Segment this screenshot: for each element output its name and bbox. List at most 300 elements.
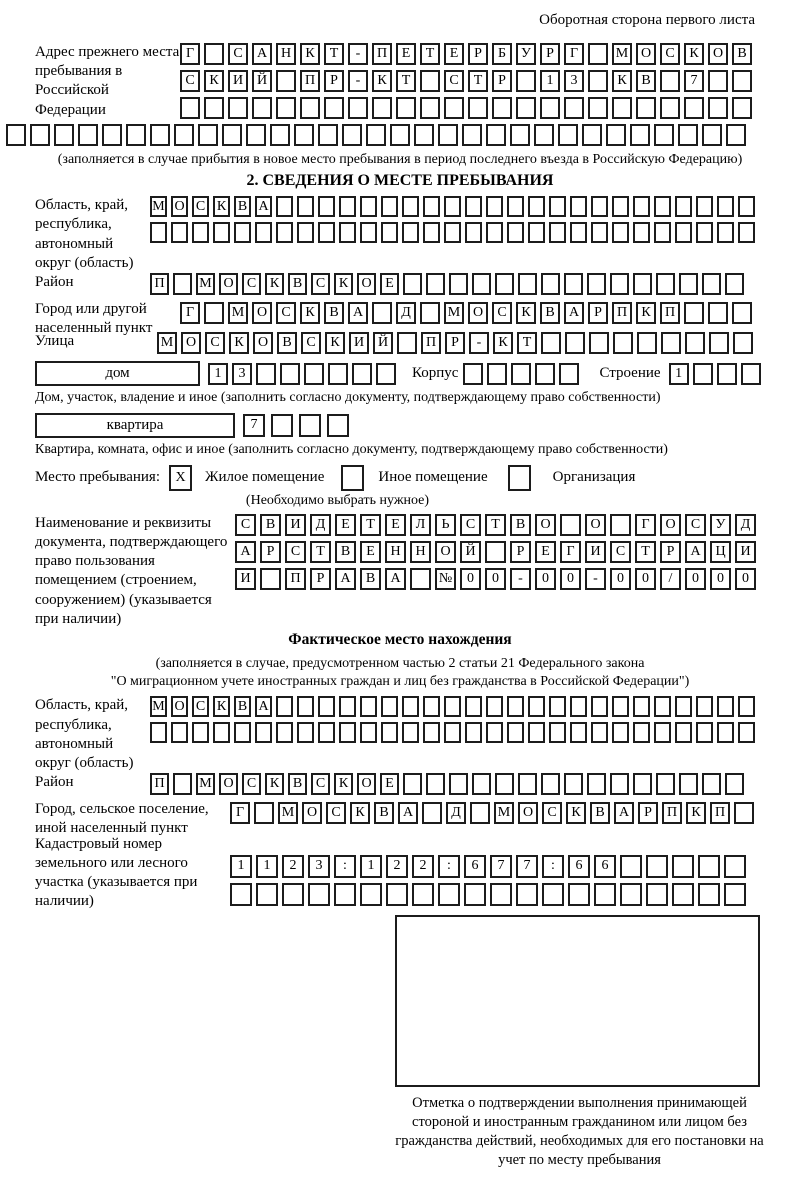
char-cell[interactable] — [646, 855, 668, 878]
char-cell[interactable] — [487, 363, 507, 385]
char-cell[interactable]: Т — [420, 43, 440, 65]
char-cell[interactable] — [30, 124, 50, 146]
char-cell[interactable] — [486, 222, 503, 243]
char-cell[interactable] — [717, 696, 734, 717]
char-cell[interactable] — [297, 222, 314, 243]
char-cell[interactable]: - — [469, 332, 489, 354]
char-cell[interactable] — [660, 97, 680, 119]
char-cell[interactable] — [402, 222, 419, 243]
char-cell[interactable] — [360, 722, 377, 743]
char-cell[interactable]: 0 — [560, 568, 581, 590]
char-cell[interactable]: 0 — [460, 568, 481, 590]
char-cell[interactable] — [470, 802, 490, 824]
char-cell[interactable]: Й — [373, 332, 393, 354]
char-cell[interactable] — [423, 722, 440, 743]
char-cell[interactable]: М — [278, 802, 298, 824]
char-cell[interactable]: П — [300, 70, 320, 92]
char-cell[interactable]: Л — [410, 514, 431, 536]
char-cell[interactable] — [173, 773, 192, 795]
char-cell[interactable]: 2 — [412, 855, 434, 878]
char-cell[interactable]: И — [235, 568, 256, 590]
char-cell[interactable] — [656, 273, 675, 295]
char-cell[interactable] — [741, 363, 761, 385]
char-cell[interactable]: О — [253, 332, 273, 354]
char-cell[interactable]: Е — [396, 43, 416, 65]
char-cell[interactable] — [570, 196, 587, 217]
char-cell[interactable] — [587, 773, 606, 795]
char-cell[interactable]: 0 — [535, 568, 556, 590]
char-cell[interactable] — [300, 97, 320, 119]
char-cell[interactable]: О — [357, 773, 376, 795]
char-cell[interactable] — [717, 196, 734, 217]
char-cell[interactable] — [438, 883, 460, 906]
char-cell[interactable] — [637, 332, 657, 354]
char-cell[interactable] — [449, 773, 468, 795]
char-cell[interactable] — [490, 883, 512, 906]
char-cell[interactable] — [613, 332, 633, 354]
char-cell[interactable]: А — [685, 541, 706, 563]
char-cell[interactable] — [422, 802, 442, 824]
char-cell[interactable]: Г — [230, 802, 250, 824]
char-cell[interactable]: Н — [276, 43, 296, 65]
char-cell[interactable] — [541, 773, 560, 795]
char-cell[interactable] — [318, 124, 338, 146]
char-cell[interactable] — [717, 722, 734, 743]
char-cell[interactable] — [402, 196, 419, 217]
char-cell[interactable] — [171, 222, 188, 243]
char-cell[interactable]: В — [510, 514, 531, 536]
char-cell[interactable]: С — [205, 332, 225, 354]
char-cell[interactable] — [518, 273, 537, 295]
char-cell[interactable] — [507, 222, 524, 243]
char-cell[interactable]: Ь — [435, 514, 456, 536]
char-cell[interactable] — [366, 124, 386, 146]
char-cell[interactable] — [654, 124, 674, 146]
char-cell[interactable]: У — [710, 514, 731, 536]
char-cell[interactable] — [549, 722, 566, 743]
char-cell[interactable]: М — [196, 773, 215, 795]
char-cell[interactable] — [360, 196, 377, 217]
char-cell[interactable]: П — [710, 802, 730, 824]
char-cell[interactable] — [570, 696, 587, 717]
char-cell[interactable]: 0 — [635, 568, 656, 590]
char-cell[interactable] — [528, 696, 545, 717]
char-cell[interactable]: 1 — [360, 855, 382, 878]
char-cell[interactable]: О — [219, 273, 238, 295]
char-cell[interactable] — [679, 273, 698, 295]
char-cell[interactable]: К — [612, 70, 632, 92]
char-cell[interactable] — [54, 124, 74, 146]
char-cell[interactable] — [348, 97, 368, 119]
char-cell[interactable] — [588, 43, 608, 65]
char-cell[interactable]: 1 — [669, 363, 689, 385]
char-cell[interactable]: А — [255, 196, 272, 217]
char-cell[interactable]: П — [372, 43, 392, 65]
char-cell[interactable] — [381, 222, 398, 243]
char-cell[interactable] — [698, 883, 720, 906]
char-cell[interactable]: К — [372, 70, 392, 92]
char-cell[interactable] — [463, 363, 483, 385]
char-cell[interactable]: И — [349, 332, 369, 354]
char-cell[interactable]: М — [150, 196, 167, 217]
char-cell[interactable] — [507, 696, 524, 717]
char-cell[interactable]: 3 — [308, 855, 330, 878]
char-cell[interactable] — [282, 883, 304, 906]
char-cell[interactable] — [725, 773, 744, 795]
char-cell[interactable]: С — [301, 332, 321, 354]
char-cell[interactable] — [633, 273, 652, 295]
char-cell[interactable]: О — [171, 196, 188, 217]
char-cell[interactable]: Т — [310, 541, 331, 563]
char-cell[interactable] — [591, 196, 608, 217]
char-cell[interactable] — [702, 124, 722, 146]
char-cell[interactable]: В — [540, 302, 560, 324]
char-cell[interactable] — [397, 332, 417, 354]
char-cell[interactable]: Д — [396, 302, 416, 324]
char-cell[interactable]: 7 — [516, 855, 538, 878]
char-cell[interactable] — [6, 124, 26, 146]
char-cell[interactable]: 2 — [386, 855, 408, 878]
char-cell[interactable]: 7 — [243, 414, 265, 437]
char-cell[interactable] — [654, 196, 671, 217]
char-cell[interactable] — [612, 722, 629, 743]
char-cell[interactable] — [511, 363, 531, 385]
char-cell[interactable] — [444, 196, 461, 217]
char-cell[interactable] — [174, 124, 194, 146]
char-cell[interactable]: 7 — [684, 70, 704, 92]
char-cell[interactable]: И — [585, 541, 606, 563]
char-cell[interactable]: / — [660, 568, 681, 590]
char-cell[interactable] — [372, 97, 392, 119]
char-cell[interactable]: А — [614, 802, 634, 824]
char-cell[interactable] — [420, 70, 440, 92]
char-cell[interactable]: А — [235, 541, 256, 563]
char-cell[interactable]: Г — [564, 43, 584, 65]
char-cell[interactable]: К — [300, 302, 320, 324]
char-cell[interactable] — [610, 514, 631, 536]
char-cell[interactable]: С — [180, 70, 200, 92]
char-cell[interactable] — [734, 802, 754, 824]
char-cell[interactable]: Р — [540, 43, 560, 65]
char-cell[interactable]: А — [252, 43, 272, 65]
char-cell[interactable] — [612, 696, 629, 717]
char-cell[interactable]: О — [252, 302, 272, 324]
char-cell[interactable]: : — [542, 855, 564, 878]
char-cell[interactable] — [709, 332, 729, 354]
char-cell[interactable] — [633, 722, 650, 743]
char-cell[interactable] — [675, 722, 692, 743]
char-cell[interactable]: О — [468, 302, 488, 324]
char-cell[interactable] — [696, 696, 713, 717]
char-cell[interactable]: О — [708, 43, 728, 65]
char-cell[interactable] — [230, 883, 252, 906]
char-cell[interactable]: М — [150, 696, 167, 717]
char-cell[interactable] — [222, 124, 242, 146]
char-cell[interactable]: В — [234, 196, 251, 217]
char-cell[interactable] — [339, 222, 356, 243]
char-cell[interactable]: Р — [468, 43, 488, 65]
char-cell[interactable] — [276, 222, 293, 243]
char-cell[interactable]: - — [348, 70, 368, 92]
char-cell[interactable] — [198, 124, 218, 146]
char-cell[interactable]: 1 — [230, 855, 252, 878]
char-cell[interactable]: К — [204, 70, 224, 92]
char-cell[interactable] — [360, 696, 377, 717]
char-cell[interactable] — [78, 124, 98, 146]
char-cell[interactable]: Т — [324, 43, 344, 65]
char-cell[interactable] — [516, 97, 536, 119]
char-cell[interactable]: К — [686, 802, 706, 824]
char-cell[interactable] — [696, 222, 713, 243]
char-cell[interactable] — [708, 97, 728, 119]
char-cell[interactable] — [381, 696, 398, 717]
char-cell[interactable]: Ц — [710, 541, 731, 563]
char-cell[interactable] — [276, 722, 293, 743]
char-cell[interactable] — [675, 196, 692, 217]
char-cell[interactable] — [591, 222, 608, 243]
char-cell[interactable]: Д — [446, 802, 466, 824]
char-cell[interactable] — [423, 196, 440, 217]
char-cell[interactable] — [339, 722, 356, 743]
char-cell[interactable] — [606, 124, 626, 146]
char-cell[interactable] — [444, 222, 461, 243]
char-cell[interactable]: : — [334, 855, 356, 878]
char-cell[interactable] — [672, 883, 694, 906]
char-cell[interactable] — [660, 70, 680, 92]
char-cell[interactable] — [678, 124, 698, 146]
char-cell[interactable] — [528, 222, 545, 243]
char-cell[interactable] — [464, 883, 486, 906]
char-cell[interactable]: 0 — [735, 568, 756, 590]
char-cell[interactable] — [696, 722, 713, 743]
char-cell[interactable]: П — [150, 273, 169, 295]
char-cell[interactable]: К — [566, 802, 586, 824]
char-cell[interactable]: П — [662, 802, 682, 824]
char-cell[interactable]: К — [325, 332, 345, 354]
char-cell[interactable] — [510, 124, 530, 146]
char-cell[interactable] — [672, 855, 694, 878]
char-cell[interactable]: А — [255, 696, 272, 717]
char-cell[interactable]: К — [213, 196, 230, 217]
char-cell[interactable]: Т — [517, 332, 537, 354]
char-cell[interactable]: Г — [180, 302, 200, 324]
char-cell[interactable] — [726, 124, 746, 146]
char-cell[interactable] — [410, 568, 431, 590]
char-cell[interactable] — [255, 722, 272, 743]
char-cell[interactable]: Н — [385, 541, 406, 563]
char-cell[interactable]: М — [228, 302, 248, 324]
char-cell[interactable] — [465, 696, 482, 717]
char-cell[interactable]: В — [277, 332, 297, 354]
char-cell[interactable] — [318, 722, 335, 743]
char-cell[interactable] — [568, 883, 590, 906]
char-cell[interactable] — [717, 222, 734, 243]
char-cell[interactable] — [294, 124, 314, 146]
char-cell[interactable]: 6 — [568, 855, 590, 878]
char-cell[interactable]: К — [334, 273, 353, 295]
char-cell[interactable]: К — [334, 773, 353, 795]
char-cell[interactable]: Р — [260, 541, 281, 563]
char-cell[interactable] — [297, 196, 314, 217]
char-cell[interactable]: 0 — [485, 568, 506, 590]
char-cell[interactable] — [192, 222, 209, 243]
char-cell[interactable] — [486, 722, 503, 743]
char-cell[interactable]: А — [385, 568, 406, 590]
char-cell[interactable] — [420, 97, 440, 119]
char-cell[interactable] — [204, 97, 224, 119]
char-cell[interactable]: С — [326, 802, 346, 824]
char-cell[interactable]: С — [610, 541, 631, 563]
char-cell[interactable]: А — [564, 302, 584, 324]
char-cell[interactable]: А — [398, 802, 418, 824]
char-cell[interactable] — [260, 568, 281, 590]
char-cell[interactable]: А — [335, 568, 356, 590]
char-cell[interactable]: - — [585, 568, 606, 590]
char-cell[interactable]: Е — [380, 773, 399, 795]
char-cell[interactable]: У — [516, 43, 536, 65]
char-cell[interactable] — [270, 124, 290, 146]
char-cell[interactable]: О — [181, 332, 201, 354]
char-cell[interactable] — [620, 883, 642, 906]
char-cell[interactable]: Е — [335, 514, 356, 536]
char-cell[interactable] — [534, 124, 554, 146]
char-cell[interactable] — [352, 363, 372, 385]
char-cell[interactable]: Й — [252, 70, 272, 92]
char-cell[interactable] — [276, 70, 296, 92]
char-cell[interactable] — [738, 722, 755, 743]
char-cell[interactable]: С — [285, 541, 306, 563]
char-cell[interactable]: Т — [360, 514, 381, 536]
char-cell[interactable] — [327, 414, 349, 437]
char-cell[interactable] — [516, 883, 538, 906]
char-cell[interactable] — [717, 363, 737, 385]
char-cell[interactable] — [630, 124, 650, 146]
char-cell[interactable] — [560, 514, 581, 536]
char-cell[interactable] — [372, 302, 392, 324]
char-cell[interactable]: Т — [396, 70, 416, 92]
char-cell[interactable] — [620, 855, 642, 878]
char-cell[interactable]: 0 — [610, 568, 631, 590]
char-cell[interactable] — [708, 302, 728, 324]
char-cell[interactable] — [684, 302, 704, 324]
char-cell[interactable]: К — [350, 802, 370, 824]
char-cell[interactable] — [173, 273, 192, 295]
char-cell[interactable] — [654, 696, 671, 717]
char-cell[interactable] — [633, 196, 650, 217]
char-cell[interactable]: С — [276, 302, 296, 324]
char-cell[interactable] — [528, 722, 545, 743]
char-cell[interactable] — [633, 222, 650, 243]
char-cell[interactable]: Т — [485, 514, 506, 536]
char-cell[interactable] — [449, 273, 468, 295]
char-cell[interactable]: Т — [635, 541, 656, 563]
char-cell[interactable]: О — [660, 514, 681, 536]
char-cell[interactable] — [396, 97, 416, 119]
char-cell[interactable] — [549, 696, 566, 717]
char-cell[interactable]: Р — [510, 541, 531, 563]
char-cell[interactable] — [570, 222, 587, 243]
char-cell[interactable] — [485, 541, 506, 563]
char-cell[interactable]: В — [636, 70, 656, 92]
char-cell[interactable]: Р — [588, 302, 608, 324]
char-cell[interactable] — [646, 883, 668, 906]
char-cell[interactable] — [486, 196, 503, 217]
char-cell[interactable]: Н — [410, 541, 431, 563]
char-cell[interactable] — [412, 883, 434, 906]
char-cell[interactable] — [318, 196, 335, 217]
char-cell[interactable]: Е — [380, 273, 399, 295]
char-cell[interactable] — [465, 722, 482, 743]
char-cell[interactable]: Й — [460, 541, 481, 563]
char-cell[interactable]: 1 — [208, 363, 228, 385]
char-cell[interactable] — [423, 696, 440, 717]
char-cell[interactable]: Г — [635, 514, 656, 536]
char-cell[interactable]: К — [516, 302, 536, 324]
char-cell[interactable] — [654, 222, 671, 243]
char-cell[interactable] — [468, 97, 488, 119]
char-cell[interactable] — [486, 124, 506, 146]
char-cell[interactable] — [403, 273, 422, 295]
char-cell[interactable]: С — [228, 43, 248, 65]
char-cell[interactable]: О — [171, 696, 188, 717]
char-cell[interactable] — [465, 196, 482, 217]
char-cell[interactable] — [492, 97, 512, 119]
char-cell[interactable] — [252, 97, 272, 119]
char-cell[interactable] — [564, 773, 583, 795]
char-cell[interactable]: В — [335, 541, 356, 563]
char-cell[interactable] — [528, 196, 545, 217]
char-cell[interactable] — [304, 363, 324, 385]
char-cell[interactable] — [444, 696, 461, 717]
char-cell[interactable] — [733, 332, 753, 354]
char-cell[interactable] — [126, 124, 146, 146]
char-cell[interactable]: В — [324, 302, 344, 324]
char-cell[interactable]: К — [213, 696, 230, 717]
char-cell[interactable] — [495, 773, 514, 795]
char-cell[interactable]: № — [435, 568, 456, 590]
char-cell[interactable]: А — [348, 302, 368, 324]
char-cell[interactable] — [724, 883, 746, 906]
char-cell[interactable] — [661, 332, 681, 354]
char-cell[interactable]: П — [421, 332, 441, 354]
char-cell[interactable]: С — [242, 773, 261, 795]
char-cell[interactable]: С — [492, 302, 512, 324]
char-cell[interactable] — [698, 855, 720, 878]
char-cell[interactable] — [679, 773, 698, 795]
char-cell[interactable] — [610, 273, 629, 295]
char-cell[interactable] — [402, 696, 419, 717]
char-cell[interactable] — [589, 332, 609, 354]
char-cell[interactable] — [381, 722, 398, 743]
char-cell[interactable]: 2 — [282, 855, 304, 878]
char-cell[interactable] — [102, 124, 122, 146]
char-cell[interactable]: О — [585, 514, 606, 536]
char-cell[interactable] — [738, 196, 755, 217]
char-cell[interactable]: 7 — [490, 855, 512, 878]
checkbox-organizacia[interactable] — [508, 465, 531, 491]
char-cell[interactable] — [423, 222, 440, 243]
char-cell[interactable] — [426, 773, 445, 795]
char-cell[interactable]: И — [285, 514, 306, 536]
char-cell[interactable]: : — [438, 855, 460, 878]
char-cell[interactable]: В — [288, 773, 307, 795]
char-cell[interactable] — [276, 696, 293, 717]
char-cell[interactable]: Д — [310, 514, 331, 536]
char-cell[interactable] — [414, 124, 434, 146]
char-cell[interactable] — [612, 196, 629, 217]
char-cell[interactable] — [204, 43, 224, 65]
char-cell[interactable]: Р — [310, 568, 331, 590]
